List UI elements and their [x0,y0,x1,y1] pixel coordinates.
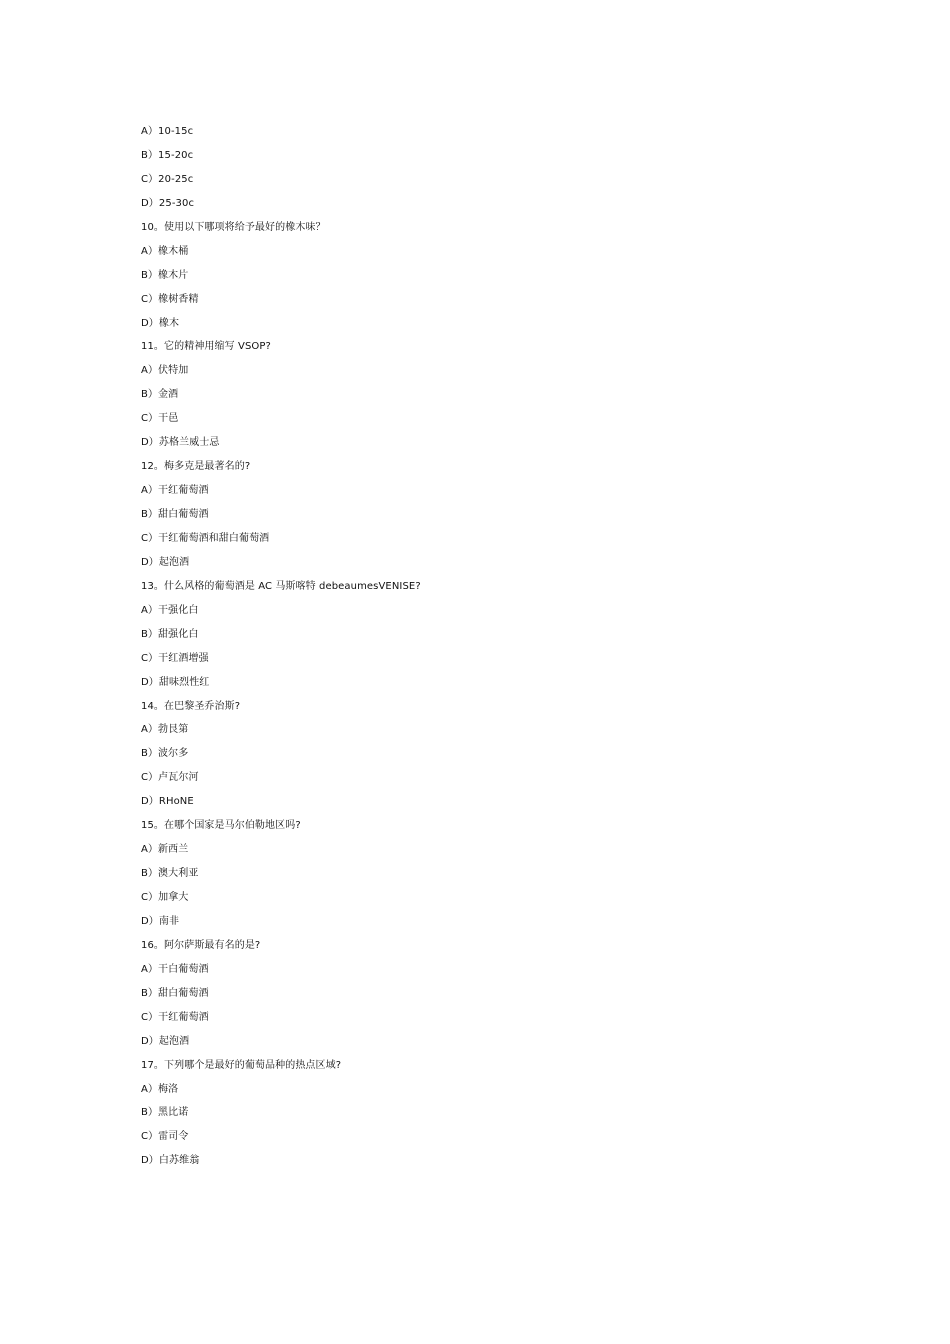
answer-option: B）波尔多 [141,748,189,760]
question-text: 14。在巴黎圣乔治斯? [141,700,241,712]
answer-option: A）干红葡萄酒 [141,485,209,497]
answer-option: B）金酒 [141,389,179,401]
answer-option: A）梅洛 [141,1083,179,1095]
answer-option: C）加拿大 [141,892,189,903]
answer-option: B）黑比诺 [141,1107,189,1119]
answer-option: C）雷司令 [141,1131,189,1143]
answer-option: B）15-20c [141,149,194,161]
answer-option: D）RHoNE [141,796,194,808]
answer-option: B）甜白葡萄酒 [141,987,209,999]
answer-option: D）起泡酒 [141,556,190,568]
answer-option: D）橡木 [141,317,180,329]
answer-option: A）伏特加 [141,365,189,377]
question-text: 17。下列哪个是最好的葡萄品种的热点区域? [141,1059,342,1071]
question-text: 12。梅多克是最著名的? [141,461,251,473]
answer-option: D）25-30c [141,197,195,209]
answer-option: D）南非 [141,915,180,927]
question-text: 15。在哪个国家是马尔伯勒地区吗? [141,820,301,832]
answer-option: D）白苏维翁 [141,1155,200,1167]
answer-option: C）卢瓦尔河 [141,772,199,784]
question-text: 13。什么风格的葡萄酒是 AC 马斯喀特 debeaumesVENISE? [141,580,421,592]
answer-option: B）澳大利亚 [141,868,199,880]
answer-option: A）干强化白 [141,604,199,616]
answer-option: C）20-25c [141,173,194,185]
answer-option: C）干红葡萄酒 [141,1011,209,1023]
answer-option: C）干邑 [141,413,179,425]
quiz-content [141,124,841,1177]
answer-option: C）干红酒增强 [141,652,209,664]
answer-option: A）干白葡萄酒 [141,963,209,975]
answer-option: B）甜白葡萄酒 [141,509,209,520]
answer-option: D）苏格兰威士忌 [141,437,220,449]
answer-option: A）勃艮第 [141,724,189,736]
answer-option: C）干红葡萄酒和甜白葡萄酒 [141,532,270,544]
question-text: 16。阿尔萨斯最有名的是? [141,939,261,951]
question-text: 11。它的精神用缩写 VSOP? [141,341,271,353]
answer-option: D）起泡酒 [141,1035,190,1047]
answer-option: A）橡木桶 [141,245,189,257]
answer-option: D）甜味烈性红 [141,676,210,688]
answer-option: B）甜强化白 [141,628,199,640]
answer-option: C）橡树香精 [141,293,199,305]
question-text: 10。使用以下哪项将给予最好的橡木味？ [141,221,326,233]
answer-option: A）新西兰 [141,844,189,856]
answer-option: B）橡木片 [141,269,189,281]
answer-option: A）10-15c [141,126,194,137]
